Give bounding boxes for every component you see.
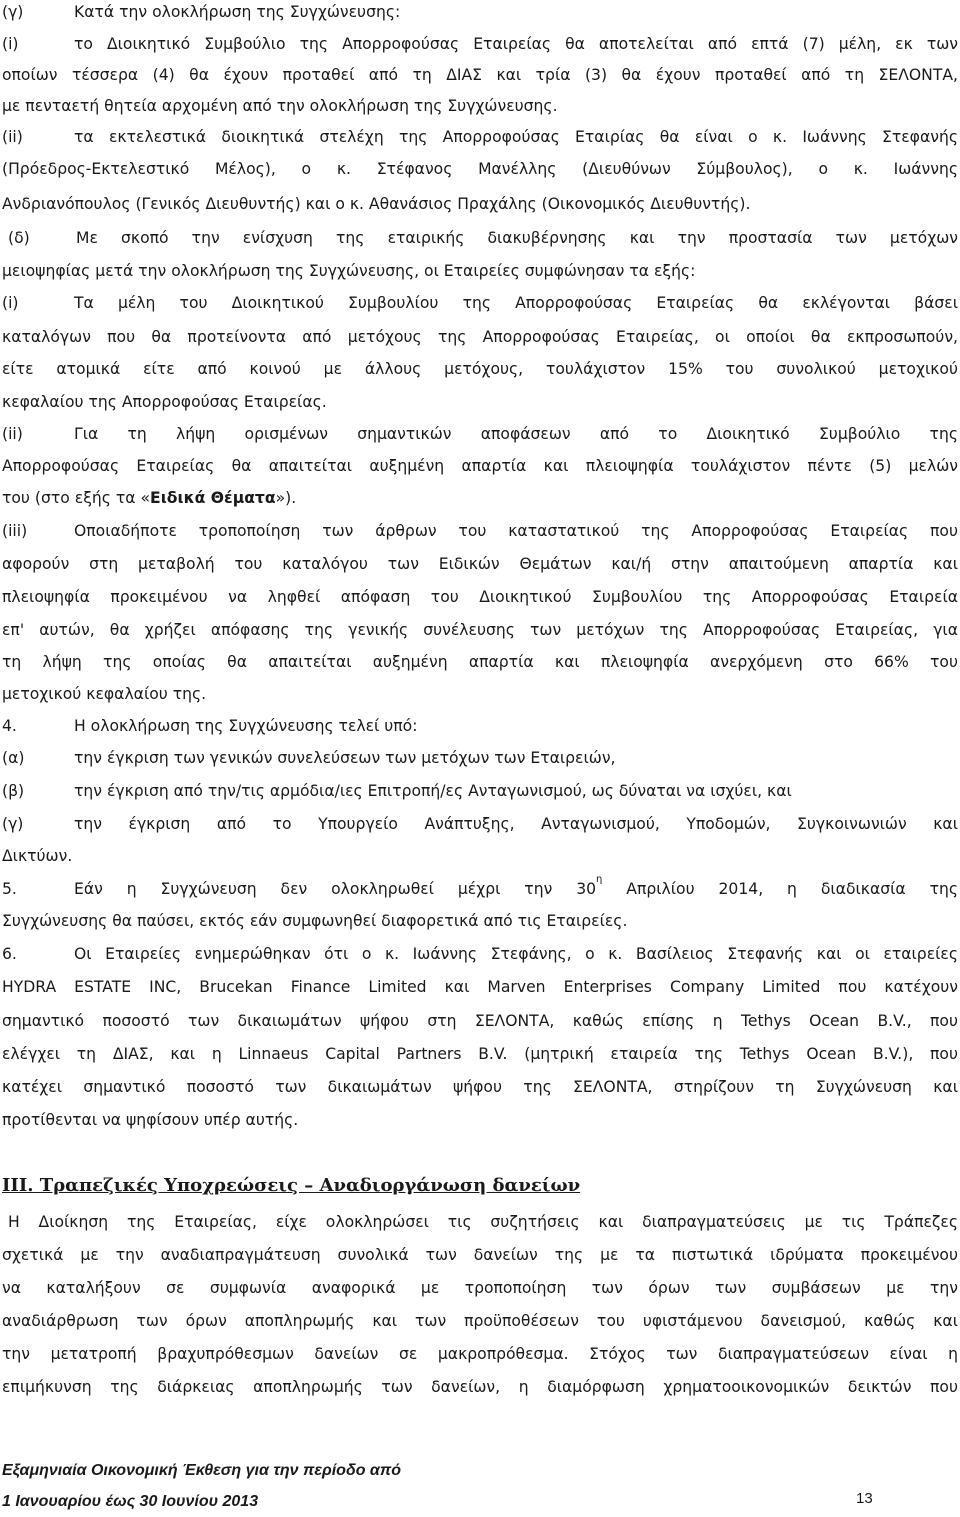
text-line: (α) την έγκριση των γενικών συνελεύσεων των μετόχων των Εταιρειών,: [2, 749, 616, 767]
text-line: σχετικά με την αναδιαπραγμάτευση συνολικά των δανείων της με τα πιστωτικά ιδρύματα προκειμένου: [2, 1246, 958, 1264]
text-line: μειοψηφίας μετά την ολοκλήρωση της Συγχώνευσης, οι Εταιρείες συμφώνησαν τα εξής:: [2, 262, 696, 280]
text-line: (Πρόεδρος-Εκτελεστικό Μέλος), ο κ. Στέφανος Μανέλλης (Διευθύνων Σύμβουλος), ο κ. Ιωάννης: [2, 160, 958, 178]
text-line: πλειοψηφία προκειμένου να ληφθεί απόφαση του Διοικητικού Συμβουλίου της Απορροφούσας Εταιρεία: [2, 588, 958, 606]
text-line: οποίων τέσσερα (4) θα έχουν προταθεί από τη ΔΙΑΣ και τρία (3) θα έχουν προταθεί από τη ΣΕΛΟΝΤΑ,: [2, 66, 958, 84]
text-line: αναδιάρθρωση των όρων αποπληρωμής και των προϋποθέσεων του υφιστάμενου δανεισμού, καθώς και: [2, 1312, 958, 1330]
text-line: (ii) Για τη λήψη ορισμένων σημαντικών αποφάσεων από το Διοικητικό Συμβούλιο της: [2, 425, 958, 443]
text-line: ελέγχει τη ΔΙΑΣ, και η Linnaeus Capital Partners B.V. (μητρική εταιρεία της Tethys Ocean B.V.), που: [2, 1045, 958, 1063]
text-line: καταλόγων που θα προτείνοντα από μετόχους της Απορροφούσας Εταιρείας, οι οποίοι θα εκπροσωπούν,: [2, 328, 958, 346]
text-line: (β) την έγκριση από την/τις αρμόδια/ιες Επιτροπή/ες Ανταγωνισμού, ως δύναται να ισχύει, και: [2, 782, 792, 800]
text-line: την μετατροπή βραχυπρόθεσμων δανείων σε μακροπρόθεσμα. Στόχος των διαπραγματεύσεων είναι η: [2, 1345, 958, 1363]
text-line: κατέχει σημαντικό ποσοστό των δικαιωμάτων ψήφου της ΣΕΛΟΝΤΑ, στηρίζουν τη Συγχώνευση και: [2, 1078, 958, 1096]
text-line: (i) Τα μέλη του Διοικητικού Συμβουλίου της Απορροφούσας Εταιρείας θα εκλέγονται βάσει: [2, 294, 958, 312]
section-heading: III. Τραπεζικές Υποχρεώσεις – Αναδιοργάνωση δανείων: [2, 1175, 581, 1196]
text-line: επ' αυτών, θα χρήζει απόφασης της γενικής συνέλευσης των μετόχων της Απορροφούσας Εταιρείας, για: [2, 621, 958, 639]
text-line: 4. Η ολοκλήρωση της Συγχώνευσης τελεί υπό:: [2, 717, 418, 735]
text-line: (ii) τα εκτελεστικά διοικητικά στελέχη της Απορροφούσας Εταιρίας θα είναι ο κ. Ιωάννης Στεφανής: [2, 128, 958, 146]
text-line: Η Διοίκηση της Εταιρείας, είχε ολοκληρώσει τις συζητήσεις και διαπραγματεύσεις με τις Τράπεζες: [8, 1213, 958, 1231]
text-line: αφορούν στη μεταβολή του καταλόγου των Ειδικών Θεμάτων και/ή στην απαιτούμενη απαρτία και: [2, 555, 958, 573]
text-line: (δ) Με σκοπό την ενίσχυση της εταιρικής διακυβέρνησης και την προστασία των μετόχων: [8, 229, 958, 247]
text-line: 5. Εάν η Συγχώνευση δεν ολοκληρωθεί μέχρι την $30^\eta$ Απριλίου 2014, η διαδικασία της: [2, 874, 958, 898]
text-line: (γ) Κατά την ολοκλήρωση της Συγχώνευσης:: [2, 3, 401, 21]
text-line: Απορροφούσας Εταιρείας θα απαιτείται αυξημένη απαρτία και πλειοψηφία τουλάχιστον πέντε (5) μελών: [2, 457, 958, 475]
text-line: (γ) την έγκριση από το Υπουργείο Ανάπτυξης, Ανταγωνισμού, Υποδομών, Συγκοινωνιών και: [2, 815, 958, 833]
footer-report-period: 1 Ιανουαρίου έως 30 Ιουνίου 2013: [2, 1493, 259, 1510]
text-line: προτίθενται να ψηφίσουν υπέρ αυτής.: [2, 1111, 299, 1129]
text-line: (i) το Διοικητικό Συμβούλιο της Απορροφούσας Εταιρείας θα αποτελείται από επτά (7) μέλη, εκ των: [2, 35, 958, 53]
text-line: Δικτύων.: [2, 847, 73, 865]
text-line: να καταλήξουν σε συμφωνία αναφορικά με τροποποίηση των όρων των συμβάσεων με την: [2, 1279, 958, 1297]
footer-report-title: Εξαμηνιαία Οικονομική Έκθεση για την περίοδο από: [2, 1462, 402, 1479]
text-line: τη λήψη της οποίας θα απαιτείται αυξημένη απαρτία και πλειοψηφία ανερχόμενη στο 66% του: [2, 653, 958, 671]
text-line: κεφαλαίου της Απορροφούσας Εταιρείας.: [2, 393, 327, 411]
text-line: με πενταετή θητεία αρχομένη από την ολοκλήρωση της Συγχώνευσης.: [2, 97, 558, 115]
text-line: 6. Οι Εταιρείες ενημερώθηκαν ότι ο κ. Ιωάννης Στεφάνης, ο κ. Βασίλειος Στεφανής και οι εταιρείες: [2, 945, 958, 963]
text-line: του (στο εξής τα «Ειδικά Θέματα»).: [2, 489, 297, 507]
text-line: σημαντικό ποσοστό των δικαιωμάτων ψήφου στη ΣΕΛΟΝΤΑ, καθώς επίσης η Tethys Ocean B.V., που: [2, 1012, 958, 1030]
text-line: μετοχικού κεφαλαίου της.: [2, 685, 207, 703]
defined-term: Ειδικά Θέματα: [150, 489, 276, 507]
page-number: 13: [856, 1490, 873, 1507]
text-line: Συγχώνευσης θα παύσει, εκτός εάν συμφωνηθεί διαφορετικά από τις Εταιρείες.: [2, 912, 628, 930]
text-line: είτε ατομικά είτε από κοινού με άλλους μετόχους, τουλάχιστον 15% του συνολικού μετοχικού: [2, 360, 958, 378]
text-line: HYDRA ESTATE INC, Brucekan Finance Limited και Marven Enterprises Company Limited που κατέχουν: [2, 978, 958, 996]
text-line: (iii) Οποιαδήποτε τροποποίηση των άρθρων του καταστατικού της Απορροφούσας Εταιρείας που: [2, 522, 958, 540]
text-line: επιμήκυνση της διάρκειας αποπληρωμής των δανείων, η διαμόρφωση χρηματοοικονομικών δεικτών που: [2, 1378, 958, 1396]
text-line: Ανδριανόπουλος (Γενικός Διευθυντής) και ο κ. Αθανάσιος Πραχάλης (Οικονομικός Διευθυντής).: [2, 195, 751, 213]
